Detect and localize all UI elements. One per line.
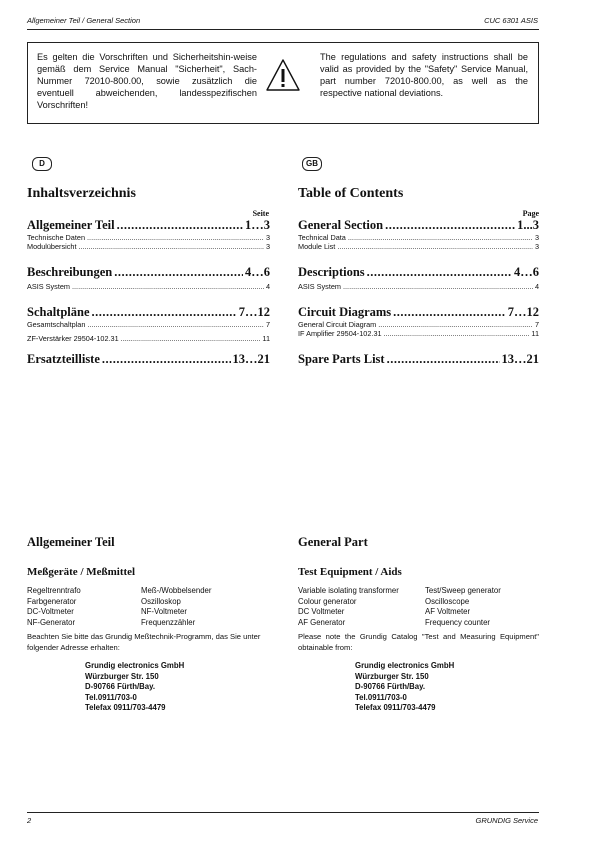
toc-section-en-4[interactable]: Spare Parts List ..... 13…21 [298, 352, 539, 367]
catalog-note-de: Beachten Sie bitte das Grundig Meßtechnik-Programm, das Sie unter folgender Adresse erhalten: [27, 632, 261, 652]
address-en: Grundig electronics GmbH Würzburger Str. 150 D-90766 Fürth/Bay. Tel.0911/703-0 Telefax 0911/703-4479 [355, 661, 455, 712]
header-right: CUC 6301 ASIS [484, 16, 538, 25]
toc-item-en[interactable]: Technical Data ..... 3 [298, 233, 539, 242]
safety-notice-de: Es gelten die Vorschriften und Sicherheitshin-weise gemäß dem Service Manual "Sicherheit", Sach-Nummer 72010-800.00, sowie zusätzlich die eventuell abweichenden, landesspezifischen Vorschriften! [37, 52, 257, 110]
equipment-title-en: Test Equipment / Aids [298, 566, 402, 578]
toc-item-de[interactable]: Technische Daten ..... 3 [27, 233, 270, 242]
toc-page-label-de: Seite [252, 209, 269, 218]
header-rule [27, 29, 539, 30]
toc-item-de[interactable]: ZF-Verstärker 29504-102.31 ..... 11 [27, 334, 270, 343]
warning-triangle-icon [265, 58, 301, 92]
toc-item-en[interactable]: Module List ..... 3 [298, 242, 539, 251]
catalog-note-en: Please note the Grundig Catalog "Test and Measuring Equipment" obtainable from: [298, 632, 539, 652]
toc-item-en[interactable]: IF Amplifier 29504-102.31 ..... 11 [298, 329, 539, 338]
equipment-list-de-col2: Meß-/Wobbelsender Oszilloskop NF-Voltmeter Frequenzzähler [141, 586, 212, 627]
toc-section-de-1[interactable]: Allgemeiner Teil ..... 1…3 [27, 218, 270, 233]
toc-title-en: Table of Contents [298, 186, 404, 201]
general-title-en: General Part [298, 535, 368, 549]
toc-item-en[interactable]: General Circuit Diagram ..... 7 [298, 320, 539, 329]
footer-rule [27, 812, 539, 813]
equipment-list-en-col2: Test/Sweep generator Oscilloscope AF Voltmeter Frequency counter [425, 586, 501, 627]
equipment-list-en-col1: Variable isolating transformer Colour generator DC Voltmeter AF Generator [298, 586, 399, 627]
lang-marker-gb: GB [302, 157, 322, 171]
toc-item-de[interactable]: ASIS System ..... 4 [27, 282, 270, 291]
address-de: Grundig electronics GmbH Würzburger Str. 150 D-90766 Fürth/Bay. Tel.0911/703-0 Telefax 0911/703-4479 [85, 661, 185, 712]
toc-page-label-en: Page [522, 209, 539, 218]
toc-section-en-1[interactable]: General Section ..... 1...3 [298, 218, 539, 233]
toc-title-de: Inhaltsverzeichnis [27, 186, 136, 201]
toc-section-en-2[interactable]: Descriptions ..... 4…6 [298, 265, 539, 280]
toc-section-en-3[interactable]: Circuit Diagrams ..... 7…12 [298, 305, 539, 320]
header-left: Allgemeiner Teil / General Section [27, 16, 141, 25]
equipment-title-de: Meßgeräte / Meßmittel [27, 566, 136, 578]
equipment-list-de-col1: Regeltrenntrafo Farbgenerator DC-Voltmeter NF-Generator [27, 586, 81, 627]
toc-section-de-3[interactable]: Schaltpläne ..... 7…12 [27, 305, 270, 320]
safety-notice-en: The regulations and safety instructions shall be valid as provided by the "Safety" Service Manual, part number 72010-800.00, as well as the respective national deviations. [320, 52, 528, 98]
footer-brand: GRUNDIG Service [475, 816, 538, 825]
general-title-de: Allgemeiner Teil [27, 535, 115, 549]
toc-section-de-2[interactable]: Beschreibungen ..... 4…6 [27, 265, 270, 280]
toc-section-de-4[interactable]: Ersatzteilliste ..... 13…21 [27, 352, 270, 367]
toc-item-de[interactable]: Gesamtschaltplan ..... 7 [27, 320, 270, 329]
toc-item-en[interactable]: ASIS System ..... 4 [298, 282, 539, 291]
toc-item-de[interactable]: Modulübersicht ..... 3 [27, 242, 270, 251]
footer-page-number: 2 [27, 816, 32, 825]
lang-marker-de: D [32, 157, 52, 171]
